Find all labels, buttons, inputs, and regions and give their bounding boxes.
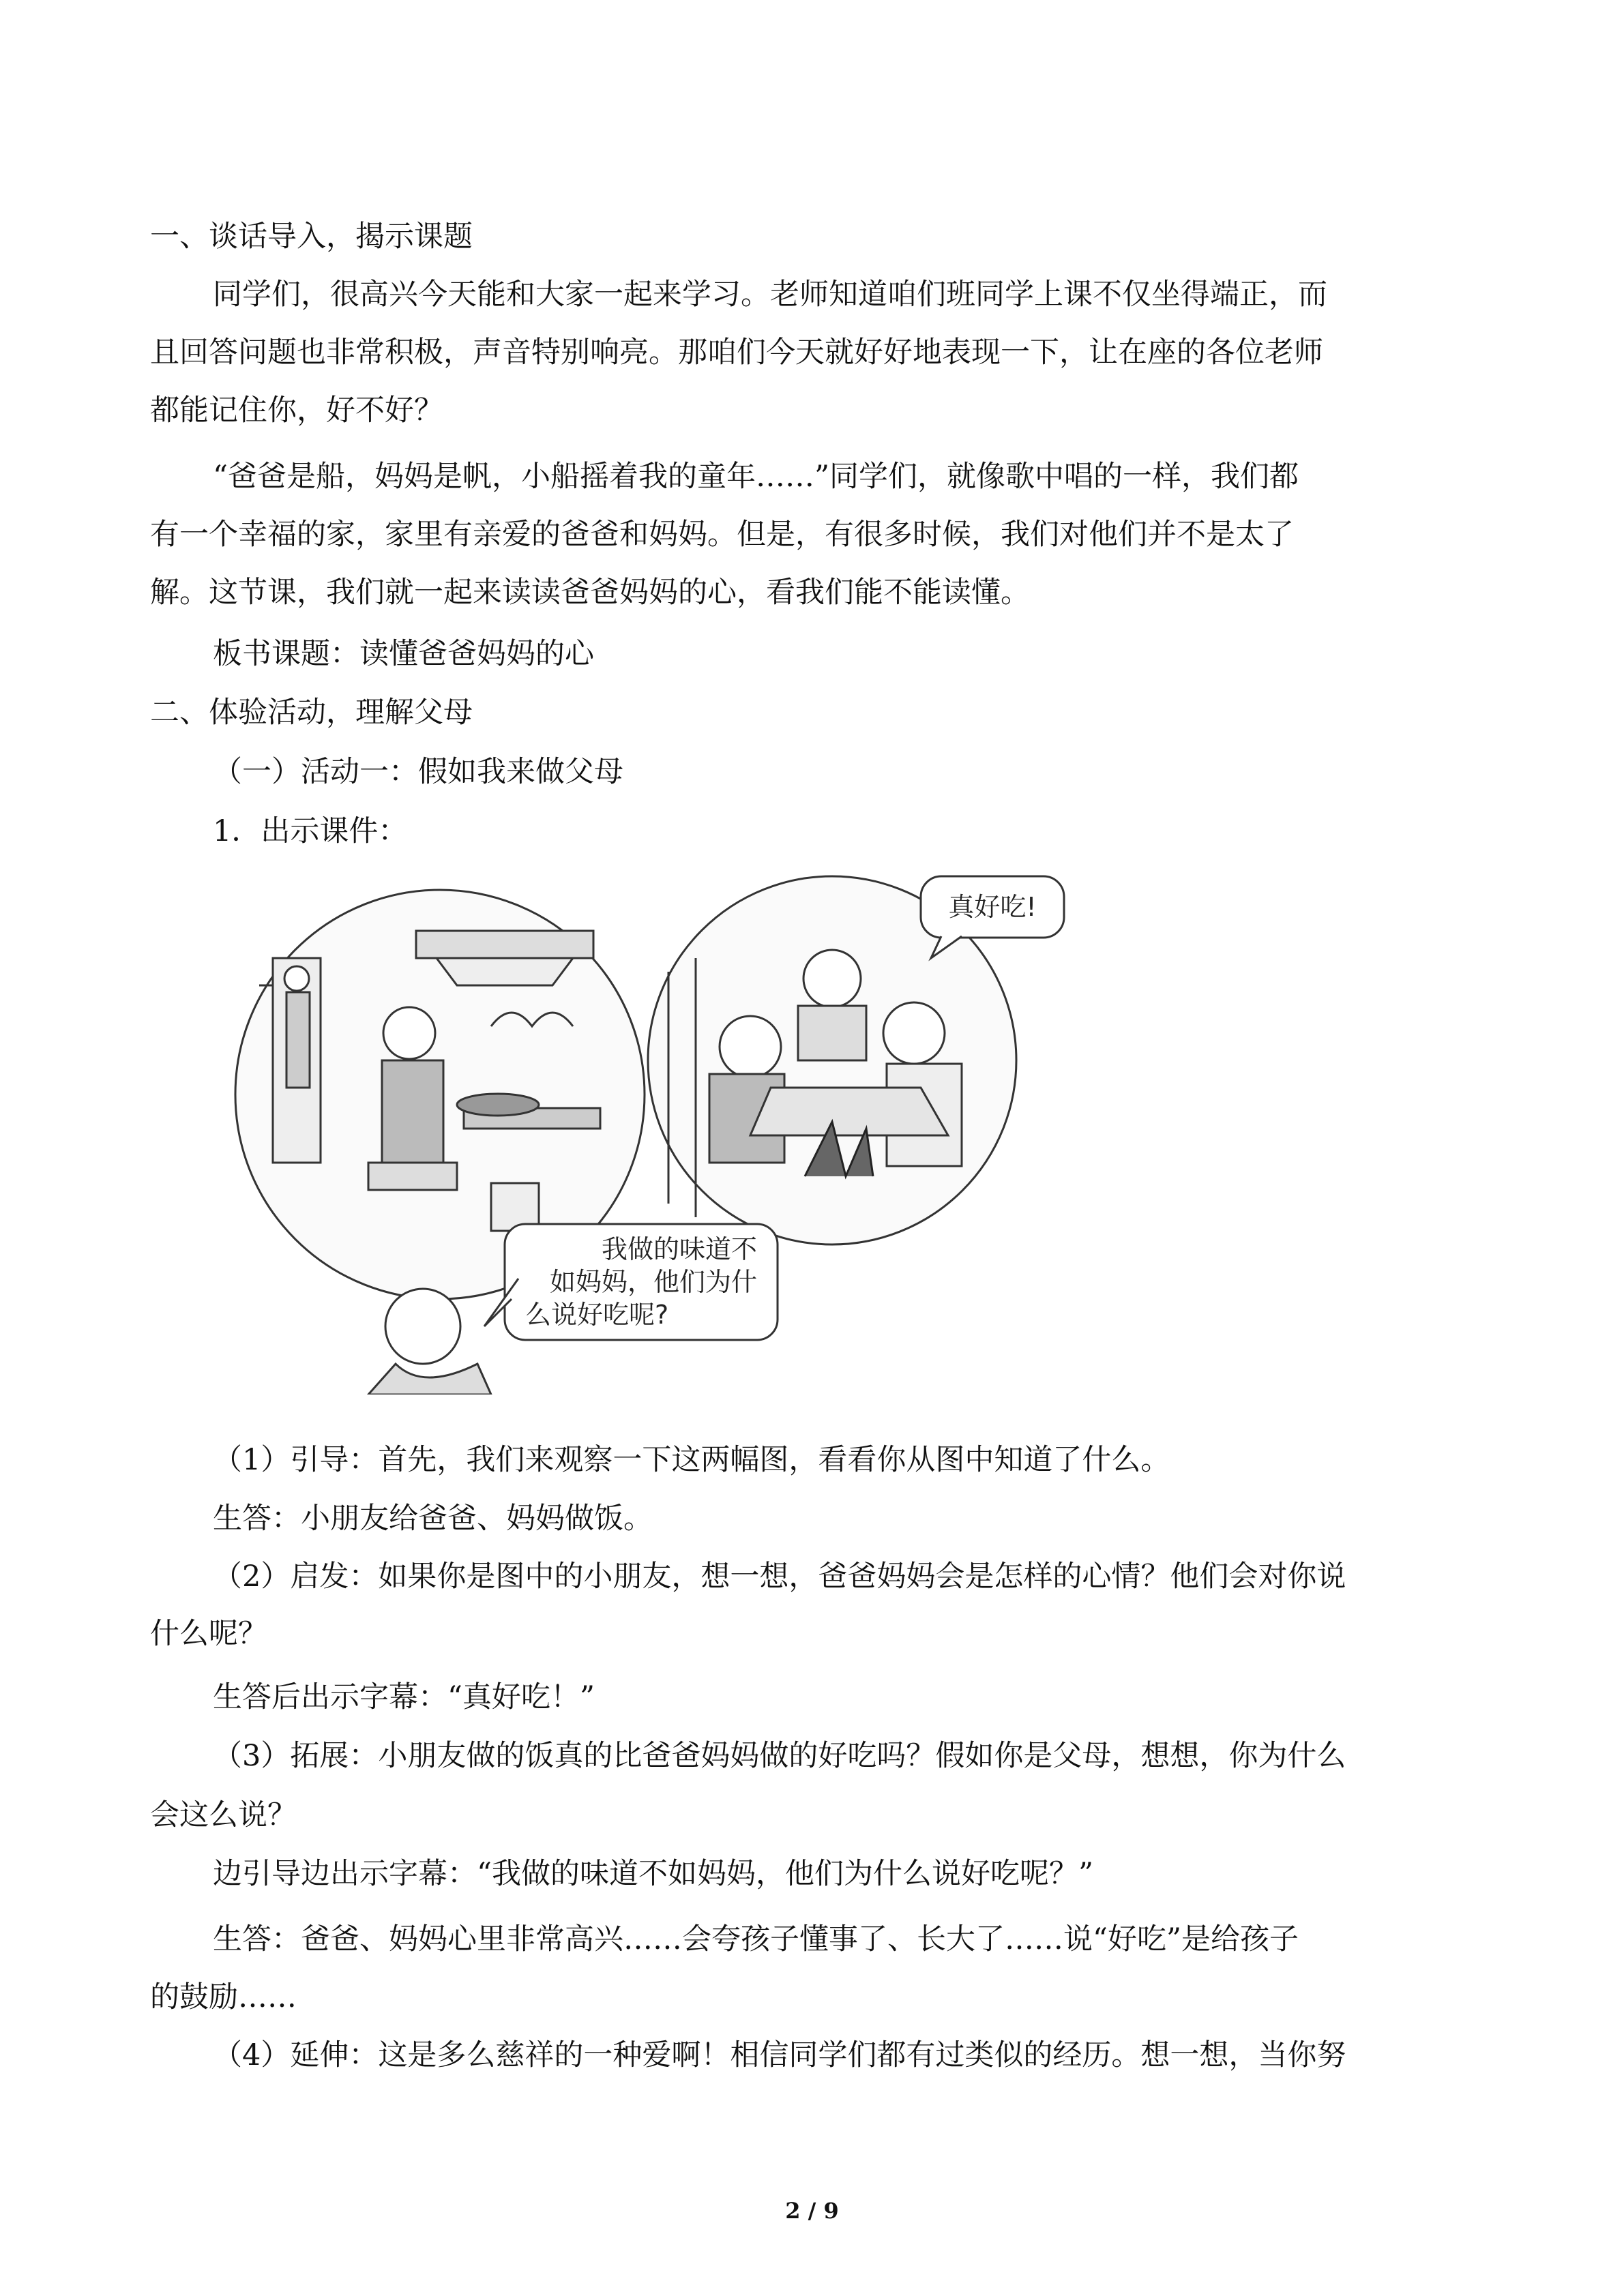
- paragraph-line: “爸爸是船，妈妈是帆，小船摇着我的童年……”同学们，就像歌中唱的一样，我们都: [213, 460, 1299, 494]
- bubble-text-line3: 么说好吃呢?: [525, 1300, 669, 1330]
- paragraph-line: 什么呢？: [150, 1617, 267, 1651]
- paragraph-line: 板书课题：读懂爸爸妈妈的心: [213, 637, 594, 671]
- bubble-text-line1: 我做的味道不: [601, 1234, 757, 1264]
- paragraph-line: 生答：小朋友给爸爸、妈妈做饭。: [213, 1502, 653, 1536]
- paragraph-line: 的鼓励……: [150, 1980, 297, 2014]
- paragraph-line: 会这么说？: [150, 1798, 297, 1832]
- paragraph-line: （1）引导：首先，我们来观察一下这两幅图，看看你从图中知道了什么。: [213, 1443, 1170, 1477]
- paragraph-line: 解。这节课，我们就一起来读读爸爸妈妈的心，看我们能不能读懂。: [150, 576, 1030, 610]
- paragraph-line: 生答：爸爸、妈妈心里非常高兴……会夸孩子懂事了、长大了……说“好吃”是给孩子: [213, 1922, 1299, 1956]
- paragraph-line: 有一个幸福的家，家里有亲爱的爸爸和妈妈。但是，有很多时候，我们对他们并不是太了: [150, 518, 1294, 552]
- page-number: 2 / 9: [785, 2198, 839, 2224]
- paragraph-line: 同学们，很高兴今天能和大家一起来学习。老师知道咱们班同学上课不仅坐得端正，而: [213, 278, 1327, 312]
- speech-bubble-top: [921, 876, 1064, 958]
- paragraph-line: 且回答问题也非常积极，声音特别响亮。那咱们今天就好好地表现一下，让在座的各位老师: [150, 336, 1323, 370]
- paragraph-line: 生答后出示字幕：“真好吃！”: [213, 1680, 595, 1714]
- bubble-text-top: 真好吃!: [948, 892, 1037, 922]
- paragraph-line: （3）拓展：小朋友做的饭真的比爸爸妈妈做的好吃吗？假如你是父母，想想，你为什么: [213, 1739, 1346, 1773]
- subsection-heading: （一）活动一：假如我来做父母: [213, 755, 623, 789]
- paragraph-line: （4）延伸：这是多么慈祥的一种爱啊！相信同学们都有过类似的经历。想一想，当你努: [213, 2038, 1346, 2072]
- paragraph-line: 1．出示课件：: [213, 814, 408, 848]
- courseware-illustration: [232, 863, 1105, 1395]
- bubble-text-line2: 如妈妈，他们为什: [549, 1267, 757, 1297]
- section-heading-1: 一、谈话导入，揭示课题: [150, 220, 473, 254]
- paragraph-line: （2）启发：如果你是图中的小朋友，想一想，爸爸妈妈会是怎样的心情？他们会对你说: [213, 1560, 1346, 1594]
- section-heading-2: 二、体验活动，理解父母: [150, 696, 473, 730]
- paragraph-line: 边引导边出示字幕：“我做的味道不如妈妈，他们为什么说好吃呢？”: [213, 1857, 1093, 1891]
- thinking-child: [368, 1289, 491, 1395]
- speech-bubble-bottom: [484, 1224, 778, 1340]
- paragraph-line: 都能记住你，好不好？: [150, 393, 443, 428]
